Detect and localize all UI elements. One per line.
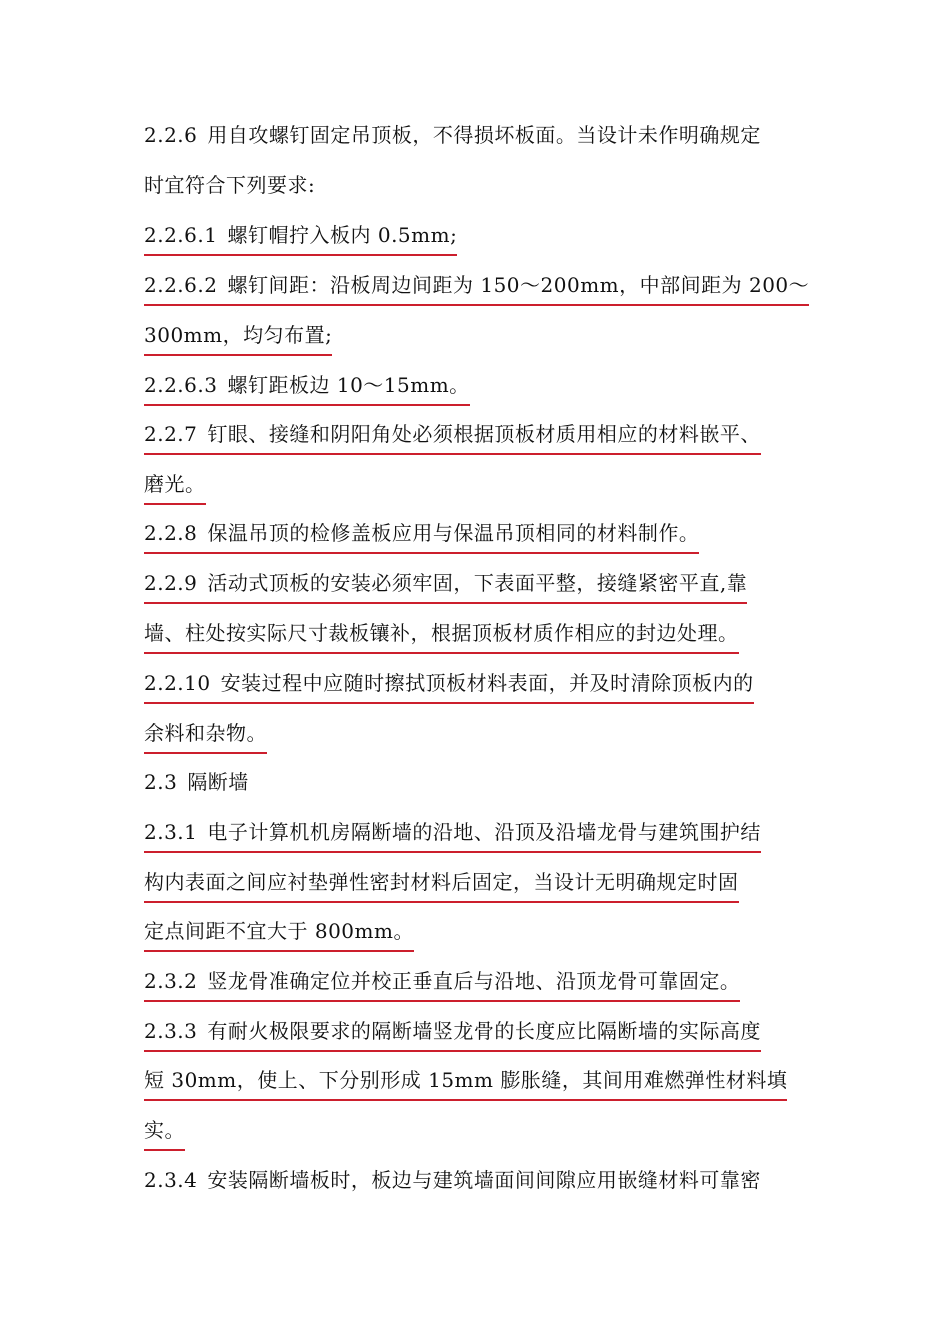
clause-2-2-6-cont	[144, 168, 315, 202]
clause-text: 活动式顶板的安装必须牢固，下表面平整，接缝紧密平直,靠	[207, 571, 748, 595]
clause-text: 电子计算机机房隔断墙的沿地、沿顶及沿墙龙骨与建筑围护结	[207, 820, 761, 844]
clause-text: 螺钉距板边 10～15mm。	[227, 373, 470, 397]
clause-2-3-3-cont-2	[144, 1113, 185, 1151]
clause-number: 2.2.6	[144, 123, 198, 147]
clause-text: 实。	[144, 1118, 185, 1142]
clause-2-2-6-1	[144, 218, 457, 256]
clause-2-2-8	[144, 516, 699, 554]
clause-2-2-6-2-cont	[144, 318, 332, 356]
clause-number: 2.2.9	[144, 571, 198, 595]
clause-text: 螺钉帽拧入板内 0.5mm;	[227, 223, 458, 247]
clause-text: 用自攻螺钉固定吊顶板，不得损坏板面。当设计未作明确规定	[207, 123, 761, 147]
section-2-3-heading	[144, 765, 249, 799]
clause-number: 2.3.1	[144, 820, 198, 844]
clause-number: 2.3.4	[144, 1168, 198, 1192]
clause-number: 2.3.2	[144, 969, 198, 993]
clause-text: 磨光。	[144, 472, 206, 496]
clause-2-2-9	[144, 566, 747, 604]
clause-2-3-1-cont-2	[144, 914, 414, 952]
clause-2-3-4	[144, 1163, 761, 1197]
clause-text: 安装过程中应随时擦拭顶板材料表面，并及时清除顶板内的	[220, 671, 754, 695]
clause-text: 余料和杂物。	[144, 721, 267, 745]
clause-text: 时宜符合下列要求:	[144, 173, 316, 197]
section-title: 隔断墙	[187, 770, 249, 794]
clause-number: 2.2.6.3	[144, 373, 218, 397]
clause-text: 保温吊顶的检修盖板应用与保温吊顶相同的材料制作。	[207, 521, 700, 545]
clause-text: 安装隔断墙板时，板边与建筑墙面间间隙应用嵌缝材料可靠密	[207, 1168, 761, 1192]
clause-number: 2.2.6.2	[144, 273, 218, 297]
clause-2-2-6-2	[144, 268, 809, 306]
clause-2-2-9-cont	[144, 616, 739, 654]
clause-2-2-6-3	[144, 368, 470, 406]
clause-number: 2.2.6.1	[144, 223, 218, 247]
clause-2-3-3	[144, 1014, 761, 1052]
clause-2-2-6	[144, 118, 761, 152]
clause-text: 有耐火极限要求的隔断墙竖龙骨的长度应比隔断墙的实际高度	[207, 1019, 761, 1043]
clause-2-2-10	[144, 666, 754, 704]
clause-2-3-1-cont-1	[144, 865, 739, 903]
clause-text: 定点间距不宜大于 800mm。	[144, 919, 414, 943]
clause-number: 2.2.7	[144, 422, 198, 446]
clause-2-3-3-cont-1	[144, 1063, 787, 1101]
clause-number: 2.2.8	[144, 521, 198, 545]
clause-text: 竖龙骨准确定位并校正垂直后与沿地、沿顶龙骨可靠固定。	[207, 969, 741, 993]
clause-2-2-7	[144, 417, 761, 455]
clause-number: 2.3.3	[144, 1019, 198, 1043]
clause-2-3-2	[144, 964, 740, 1002]
clause-2-3-1	[144, 815, 761, 853]
section-number: 2.3	[144, 770, 178, 794]
clause-text: 300mm，均匀布置;	[144, 323, 333, 347]
clause-text: 螺钉间距：沿板周边间距为 150～200mm，中部间距为 200～	[227, 273, 810, 297]
clause-text: 墙、柱处按实际尺寸裁板镶补，根据顶板材质作相应的封边处理。	[144, 621, 739, 645]
clause-text: 构内表面之间应衬垫弹性密封材料后固定，当设计无明确规定时固	[144, 870, 739, 894]
clause-text: 钉眼、接缝和阴阳角处必须根据顶板材质用相应的材料嵌平、	[207, 422, 761, 446]
clause-2-2-7-cont	[144, 467, 206, 505]
clause-text: 短 30mm，使上、下分别形成 15mm 膨胀缝，其间用难燃弹性材料填	[144, 1068, 788, 1092]
clause-2-2-10-cont	[144, 716, 267, 754]
clause-number: 2.2.10	[144, 671, 211, 695]
